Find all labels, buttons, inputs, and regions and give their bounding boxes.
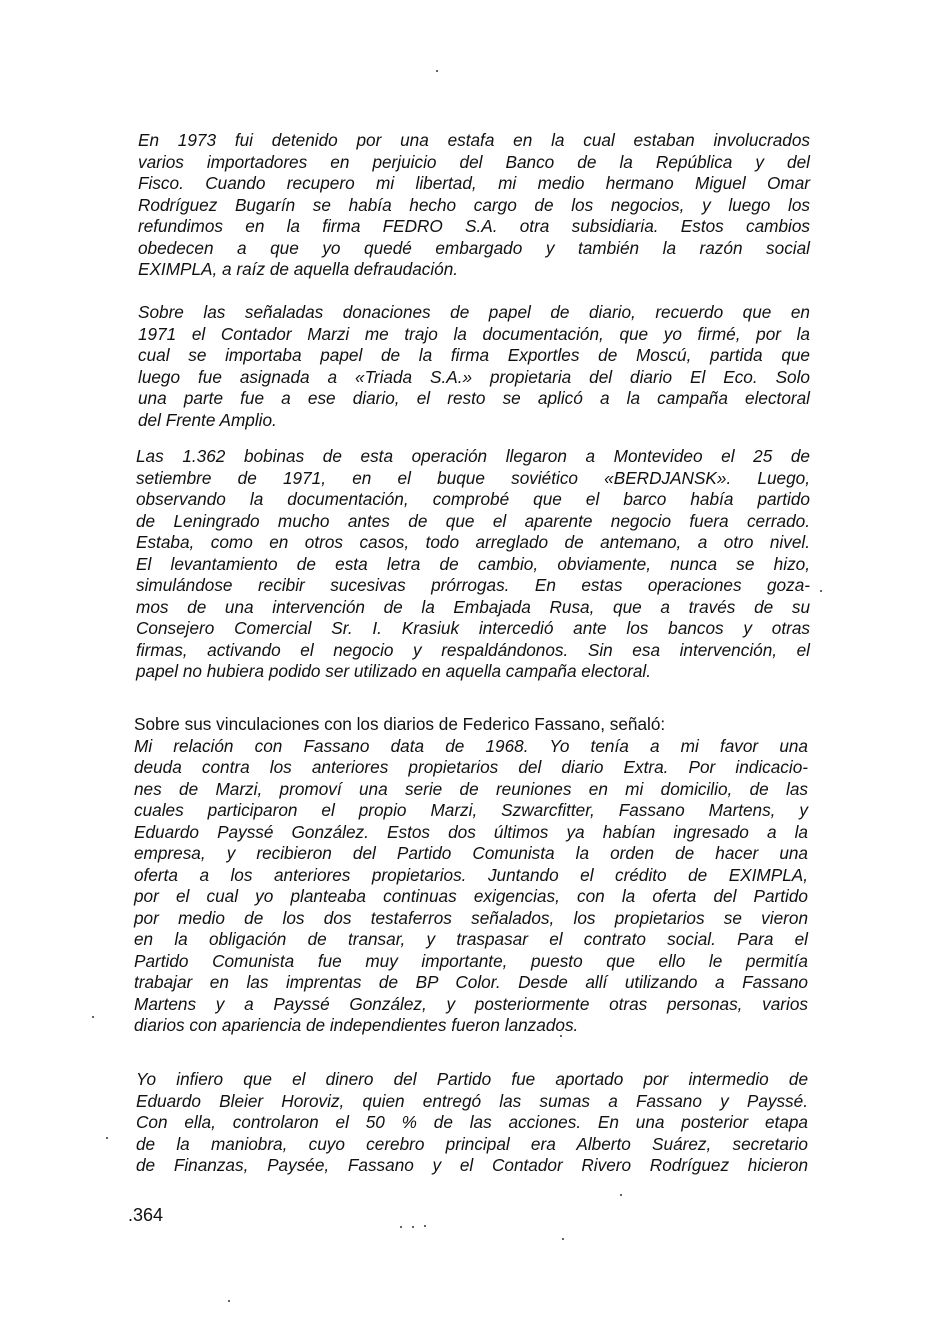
text-line: de Finanzas, Paysée, Fassano y el Contador Rivero Rodríguez hicieron (136, 1155, 808, 1175)
text-line: obedecen a que yo quedé embargado y también la razón social (138, 237, 810, 258)
text-line: cuales participaron el propio Marzi, Szwarcfitter, Fassano Martens, y (134, 800, 808, 820)
text-line: Las 1.362 bobinas de esta operación llegaron a Montevideo el 25 de (136, 446, 810, 466)
text-line: Rodríguez Bugarín se había hecho cargo de los negocios, y luego los (138, 194, 810, 215)
text-line: Eduardo Payssé González. Estos dos últimos ya habían ingresado a la (134, 821, 808, 842)
scan-speck (560, 1035, 562, 1037)
paragraph-intro: Sobre sus vinculaciones con los diarios de Federico Fassano, señaló: (134, 714, 666, 734)
paragraph-bobinas (136, 446, 810, 683)
paragraph-detention (138, 130, 810, 281)
scan-speck (92, 1016, 94, 1018)
scan-speck (106, 1137, 108, 1139)
text-line: por el cual yo planteaba continuas exigencias, con la oferta del Partido (134, 886, 808, 906)
text-line: empresa, y recibieron del Partido Comunista la orden de hacer una (134, 843, 808, 863)
text-line: firmas, activando el negocio y respaldándonos. Sin esa intervención, el (136, 639, 810, 660)
text-line: deuda contra los anteriores propietarios del diario Extra. Por indicacio- (134, 757, 808, 777)
text-line: refundimos en la firma FEDRO S.A. otra subsidiaria. Estos cambios (138, 216, 810, 236)
text-line: simulándose recibir sucesivas prórrogas. En estas operaciones goza- (136, 575, 810, 595)
text-line: del Frente Amplio. (138, 409, 277, 430)
page-number: .364 (128, 1205, 164, 1225)
scan-speck (424, 1225, 426, 1227)
scan-speck (400, 1226, 402, 1228)
text-line: Estaba, como en otros casos, todo arreglado de antemano, a otro nivel. (136, 532, 810, 552)
text-line: por medio de los dos testaferros señalados, los propietarios se vieron (134, 907, 808, 928)
text-line: varios importadores en perjuicio del Banco de la República y del (138, 151, 810, 172)
text-line: setiembre de 1971, en el buque soviético «BERDJANSK». Luego, (136, 467, 810, 488)
text-line: oferta a los anteriores propietarios. Juntando el crédito de EXIMPLA, (134, 864, 808, 885)
text-line: Partido Comunista fue muy importante, puesto que ello le permitía (134, 950, 808, 971)
paragraph-fassano (134, 714, 808, 1037)
text-line: 1971 el Contador Marzi me trajo la documentación, que yo firmé, por la (138, 323, 810, 344)
text-line: cual se importaba papel de la firma Exportles de Moscú, partida que (138, 345, 810, 365)
text-line: nes de Marzi, promoví una serie de reuniones en mi domicilio, de las (134, 778, 808, 799)
paragraph-party-money (136, 1069, 808, 1177)
scan-speck (620, 1194, 622, 1196)
scan-speck (562, 1238, 564, 1240)
text-line: Con ella, controlaron el 50 % de las acciones. En una posterior etapa (136, 1112, 808, 1132)
scan-speck (436, 70, 438, 72)
scan-speck (228, 1300, 230, 1302)
text-line: El levantamiento de esta letra de cambio, obviamente, nunca se hizo, (136, 553, 810, 574)
text-line: Fisco. Cuando recupero mi libertad, mi medio hermano Miguel Omar (138, 173, 810, 193)
text-line: luego fue asignada a «Triada S.A.» propietaria del diario El Eco. Solo (138, 366, 810, 387)
text-line: diarios con apariencia de independientes fueron lanzados. (134, 1015, 579, 1035)
scan-speck (412, 1226, 414, 1228)
text-line: mos de una intervención de la Embajada Rusa, que a través de su (136, 596, 810, 617)
text-line: de la maniobra, cuyo cerebro principal era Alberto Suárez, secretario (136, 1133, 808, 1154)
text-line: en la obligación de transar, y traspasar el contrato social. Para el (134, 929, 808, 949)
text-line: Eduardo Bleier Horoviz, quien entregó las sumas a Fassano y Payssé. (136, 1090, 808, 1111)
text-line: En 1973 fui detenido por una estafa en la cual estaban involucrados (138, 130, 810, 150)
text-line: trabajar en las imprentas de BP Color. Desde allí utilizando a Fassano (134, 972, 808, 992)
text-line: Martens y a Payssé González, y posteriormente otras personas, varios (134, 993, 808, 1014)
text-line: observando la documentación, comprobé que el barco había partido (136, 489, 810, 509)
text-line: de Leningrado mucho antes de que el aparente negocio fuera cerrado. (136, 510, 810, 531)
text-line: una parte fue a ese diario, el resto se aplicó a la campaña electoral (138, 388, 810, 408)
text-line: papel no hubiera podido ser utilizado en aquella campaña electoral. (136, 661, 652, 681)
paragraph-paper-donations (138, 302, 810, 431)
text-line: EXIMPLA, a raíz de aquella defraudación. (138, 259, 459, 279)
text-line: Sobre las señaladas donaciones de papel de diario, recuerdo que en (138, 302, 810, 322)
text-line: Consejero Comercial Sr. I. Krasiuk intercedió ante los bancos y otras (136, 618, 810, 638)
text-line: Mi relación con Fassano data de 1968. Yo tenía a mi favor una (134, 735, 808, 756)
text-line: Yo infiero que el dinero del Partido fue aportado por intermedio de (136, 1069, 808, 1089)
scan-speck (820, 590, 822, 592)
